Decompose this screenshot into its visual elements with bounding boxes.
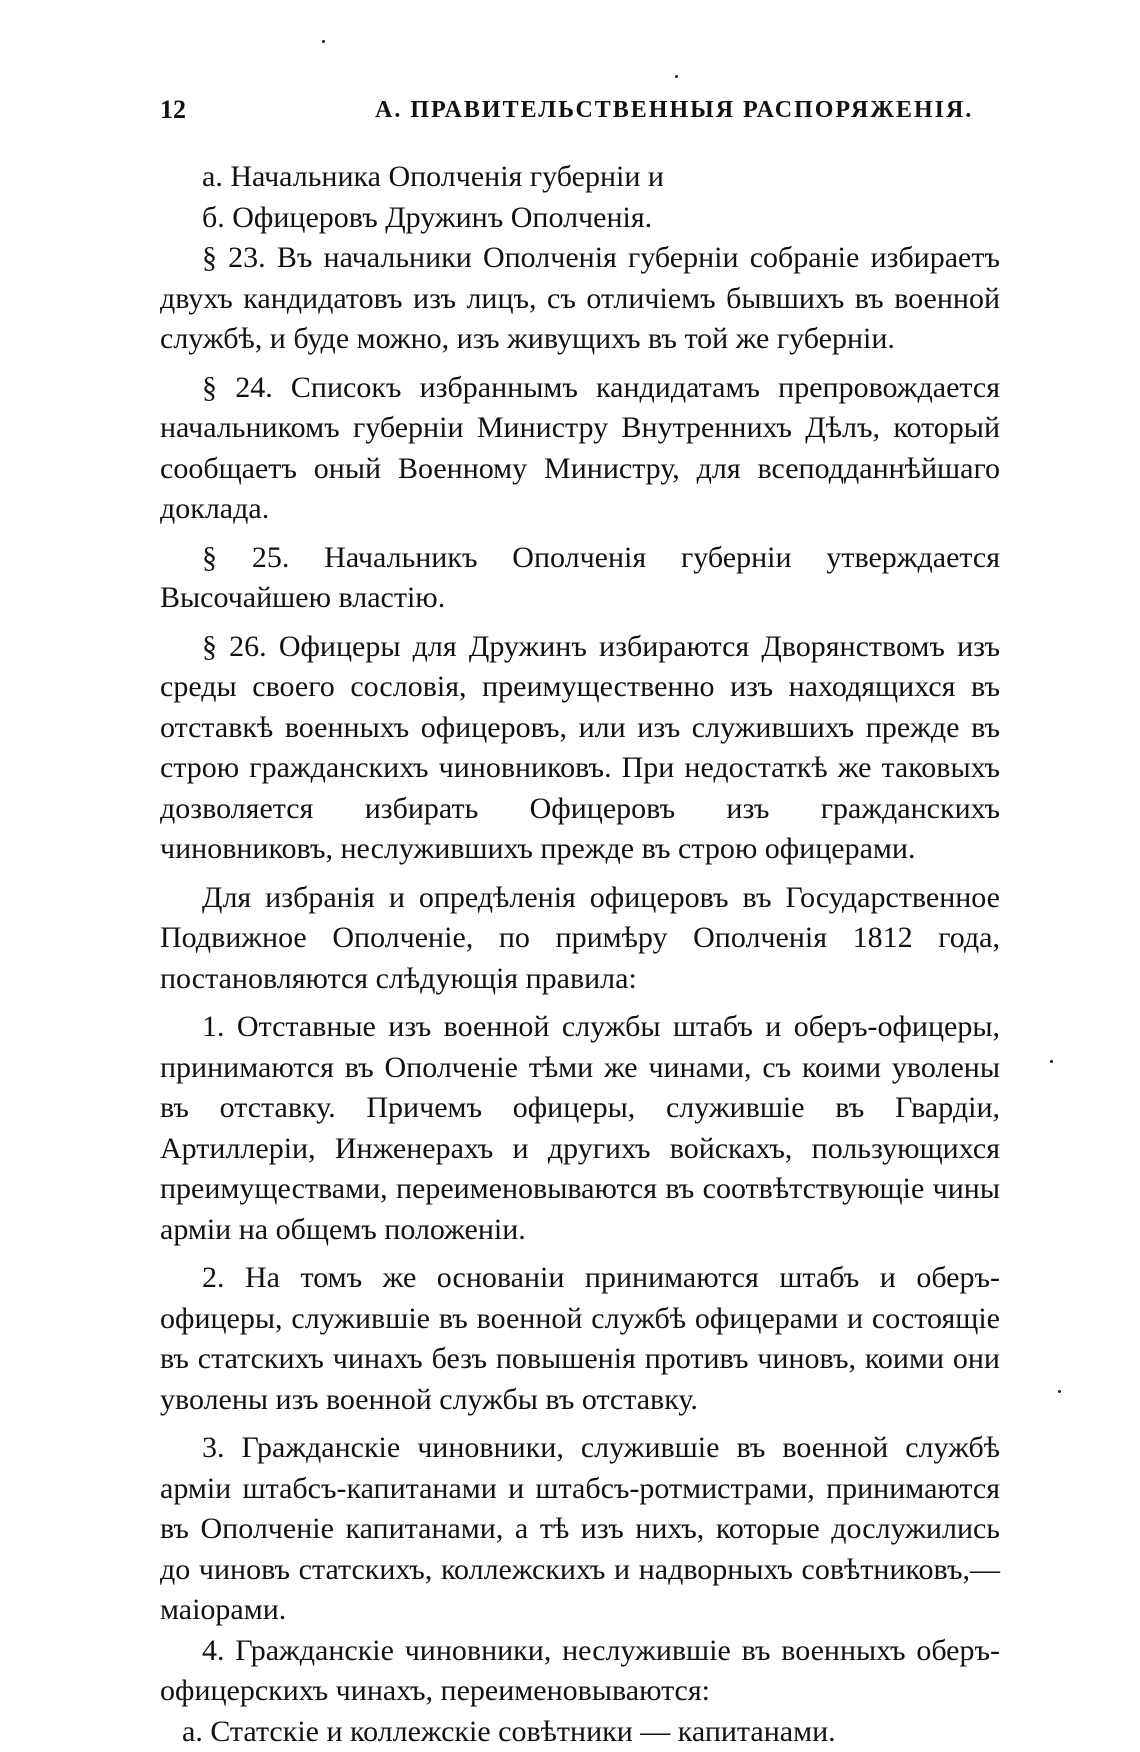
- print-speck: [322, 40, 325, 43]
- running-head-title: А. ПРАВИТЕЛЬСТВЕННЫЯ РАСПОРЯЖЕНІЯ.: [375, 97, 973, 124]
- list-item-bottom-a: а. Статскіе и коллежскіе совѣтники — капитанами.: [160, 1712, 1000, 1752]
- running-head: [160, 95, 1000, 135]
- paragraph-section-24: § 24. Списокъ избраннымъ кандидатамъ препровождается начальникомъ губерніи Министру Внутреннихъ Дѣлъ, который сообщаетъ оный Военному Министру, для всеподданнѣйшаго доклада.: [160, 368, 1000, 530]
- paragraph-rule-3: 3. Гражданскіе чиновники, служившіе въ военной службѣ арміи штабсъ-капитанами и штабсъ-ротмистрами, принимаются въ Ополченіе капитанами, а тѣ изъ нихъ, которые дослужились до чиновъ статскихъ, коллежскихъ и надворныхъ совѣтниковъ,—маіорами.: [160, 1428, 1000, 1631]
- body-text: [160, 157, 1000, 1752]
- print-speck: [675, 75, 678, 78]
- print-speck: [1058, 1390, 1061, 1393]
- paragraph-section-23: § 23. Въ начальники Ополченія губерніи собраніе избираетъ двухъ кандидатовъ изъ лицъ, съ отличіемъ бывшихъ въ военной службѣ, и буде можно, изъ живущихъ въ той же губерніи.: [160, 238, 1000, 360]
- document-page: [160, 95, 1000, 1752]
- paragraph-rules-intro: Для избранія и опредѣленія офицеровъ въ Государственное Подвижное Ополченіе, по примѣру Ополченія 1812 года, постановляются слѣдующія правила:: [160, 878, 1000, 1000]
- print-speck: [1050, 1060, 1053, 1063]
- list-item-b: б. Офицеровъ Дружинъ Ополченія.: [160, 198, 1000, 239]
- paragraph-rule-2: 2. На томъ же основаніи принимаются штабъ и оберъ-офицеры, служившіе въ военной службѣ офицерами и состоящіе въ статскихъ чинахъ безъ повышенія противъ чиновъ, коими они уволены изъ военной службы въ отставку.: [160, 1258, 1000, 1420]
- paragraph-section-26: § 26. Офицеры для Дружинъ избираются Дворянствомъ изъ среды своего сословія, преимущественно изъ находящихся въ отставкѣ военныхъ офицеровъ, или изъ служившихъ прежде въ строю гражданскихъ чиновниковъ. При недостаткѣ же таковыхъ дозволяется избирать Офицеровъ изъ гражданскихъ чиновниковъ, неслужившихъ прежде въ строю офицерами.: [160, 627, 1000, 870]
- page-number: 12: [160, 95, 186, 125]
- paragraph-rule-4: 4. Гражданскіе чиновники, неслужившіе въ военныхъ оберъ-офицерскихъ чинахъ, переименовываются:: [160, 1631, 1000, 1712]
- paragraph-rule-1: 1. Отставные изъ военной службы штабъ и оберъ-офицеры, принимаются въ Ополченіе тѣми же чинами, съ коими уволены въ отставку. Причемъ офицеры, служившіе въ Гвардіи, Артиллеріи, Инженерахъ и другихъ войскахъ, пользующихся преимуществами, переименовываются въ соотвѣтствующіе чины арміи на общемъ положеніи.: [160, 1007, 1000, 1250]
- list-item-a: а. Начальника Ополченія губерніи и: [160, 157, 1000, 198]
- paragraph-section-25: § 25. Начальникъ Ополченія губерніи утверждается Высочайшею властію.: [160, 538, 1000, 619]
